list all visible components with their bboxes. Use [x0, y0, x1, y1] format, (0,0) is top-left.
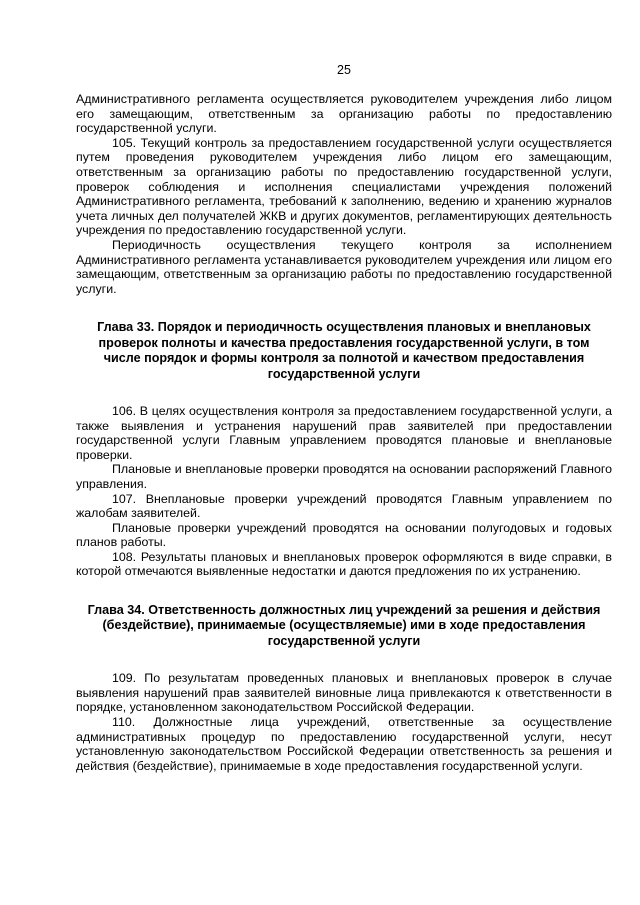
paragraph-107: 107. Внеплановые проверки учреждений проводятся Главным управлением по жалобам заявителей.: [76, 491, 612, 521]
paragraph-planned-checks-schedule: Плановые проверки учреждений проводятся на основании полугодовых и годовых планов работы.: [76, 520, 612, 550]
paragraph-108: 108. Результаты плановых и внеплановых проверок оформляются в виде справки, в которой отмечаются выявленные недостатки и даются предложения по их устранению.: [76, 549, 612, 579]
paragraph-110: 110. Должностные лица учреждений, ответственные за осуществление административных процедур по предоставлению государственной услуги, несут установленную законодательством Российской Федерации ответственность за решения и действия (бездействие), принимаемые в ходе предоставления государственной услуги.: [76, 715, 612, 773]
paragraph-106: 106. В целях осуществления контроля за предоставлением государственной услуги, а также выявления и устранения нарушений прав заявителей при предоставлении государственной услуги Главным управлением проводятся плановые и внеплановые проверки.: [76, 403, 612, 462]
chapter-33-heading: Глава 33. Порядок и периодичность осуществления плановых и внеплановых проверок полноты и качества предоставления государственной услуги, в том числе порядок и формы контроля за полнотой и качеством предоставления государственной услуги: [97, 320, 591, 381]
paragraph-planned-checks-basis: Плановые и внеплановые проверки проводятся на основании распоряжений Главного управления.: [76, 462, 612, 491]
paragraph-109: 109. По результатам проведенных плановых и внеплановых проверок в случае выявления нарушений прав заявителей виновные лица привлекаются к ответственности в порядке, установленном законодательством Российской Федерации.: [76, 671, 612, 715]
page-number: 25: [337, 63, 351, 77]
paragraph-periodicity: Периодичность осуществления текущего контроля за исполнением Административного регламента устанавливается руководителем учреждения или лицом его замещающим, ответственным за организацию работы по предоставлению государственной услуги.: [76, 237, 612, 296]
page-content: [76, 92, 612, 773]
paragraph-continuation: Административного регламента осуществляется руководителем учреждения либо лицом его замещающим, ответственным за организацию работы по предоставлению государственной услуги.: [76, 92, 612, 136]
chapter-34-heading: Глава 34. Ответственность должностных лиц учреждений за решения и действия (бездействие), принимаемые (осуществляемые) ими в ходе предоставления государственной услуги: [87, 603, 601, 648]
paragraph-105: 105. Текущий контроль за предоставлением государственной услуги осуществляется путем проведения руководителем учреждения либо лицом его замещающим, ответственным за организацию работы по предоставлению государственной услуги, проверок соблюдения и исполнения специалистами учреждения положений Административного регламента, требований к заполнению, ведению и хранению журналов учета личных дел получателей ЖКВ и других документов, регламентирующих деятельность учреждения по предоставлению государственной услуги.: [76, 135, 612, 238]
document-page: [76, 0, 612, 905]
